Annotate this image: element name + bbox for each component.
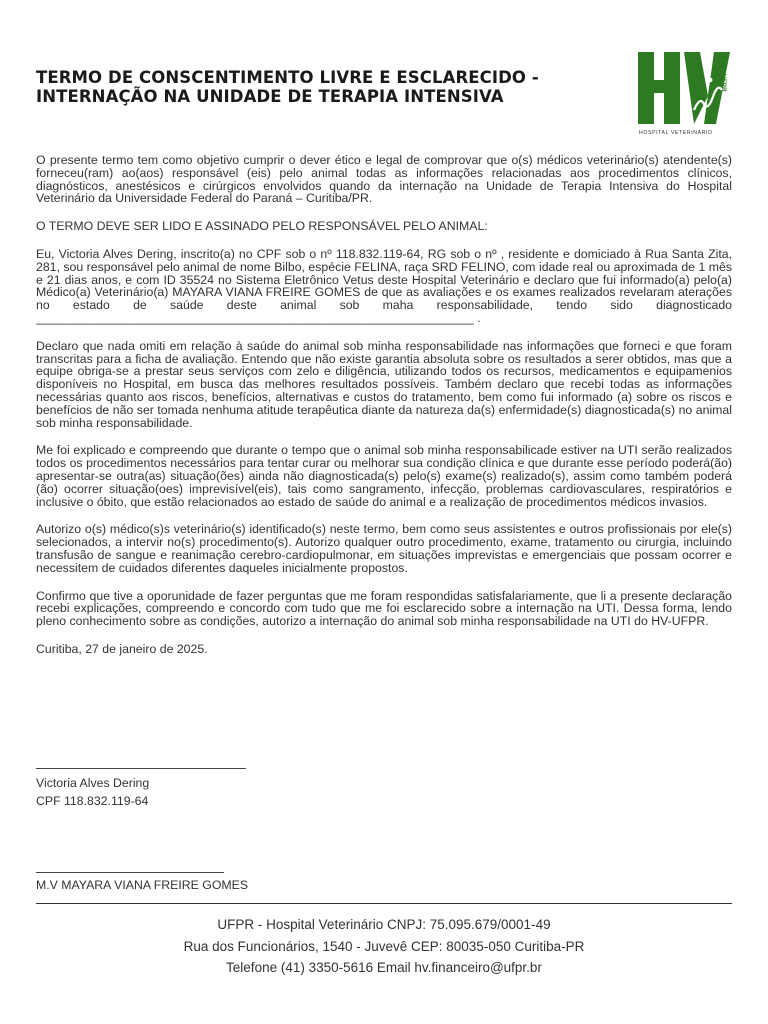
- owner-name: Victoria Alves Dering: [36, 776, 150, 790]
- footer-line-2: Rua dos Funcionários, 1540 - Juvevê CEP: 80035-050 Curitiba-PR: [183, 938, 585, 954]
- instruction-paragraph: O TERMO DEVE SER LIDO E ASSINADO PELO RESPONSÁVEL PELO ANIMAL:: [36, 219, 488, 234]
- vet-signature-line: [36, 872, 224, 873]
- vet-name: M.V MAYARA VIANA FREIRE GOMES: [36, 878, 249, 892]
- confirmation-paragraph: Confirmo que tive a oporunidade de fazer perguntas que me foram respondidas satisfalariamente, que li a presente declaração recebi explicações, compreendo e concordo com tudo que me foi esclarecido sobre a internação na UTI. Dessa forma, lendo pleno conhecimento sobre as condições, autorizo a internação do animal sob minha responsabilidade na UTI do HV-UFPR.: [36, 588, 732, 629]
- authorization-paragraph: Autorizo o(s) médico(s)s veterinário(s) identificado(s) neste termo, bem como seus assistentes e outros profissionais por ele(s) selecionados, a intervir no(s) procedimento(s). Autorizo qualquer outro procedimento, exame, tratamento ou cirurgia, incluindo transfusão de sangue e reanimação cerebro-cardiopulmonar, em situações imprevistas e emergenciais que possam ocorrer e necessitem de cuidados diferentes daqueles inicialmente propostos.: [36, 522, 732, 575]
- declaration-paragraph: Eu, Victoria Alves Dering, inscrito(a) no CPF sob o nº 118.832.119-64, RG sob o nº , residente e domiciado à Rua Santa Zita, 281, sou responsável pelo animal de nome Bilbo, espécie FELINA, raça SRD FELINO, com idade real ou aproximada de 1 mês e 21 dias anos, e com ID 35524 no Sistema Eletrônico Vetus deste Hospital Veterinário e declaro que fui informado(a) pelo(a) Médico(a) Veterinário(a) MAYARA VIANA FREIRE GOMES de que as avaliações e os exames realizados revelaram aterações no estado de saúde deste animal sob maha responsabilidade, tendo sido diagnosticado ________________________________________________________________ .: [36, 246, 732, 325]
- footer: [0, 914, 768, 979]
- footer-line-3: Telefone (41) 3350-5616 Email hv.financeiro@ufpr.br: [226, 960, 542, 975]
- logo-caption: HOSPITAL VETERINÁRIO: [639, 130, 713, 136]
- footer-divider: [36, 903, 732, 904]
- title-line-1: TERMO DE CONSCENTIMENTO LIVRE E ESCLARECIDO -: [36, 68, 539, 87]
- intro-paragraph: O presente termo tem como objetivo cumprir o dever ético e legal de comprovar que o(s) médicos veterinário(s) atendente(s) forneceu(ram) ao(aos) responsável (eis) pelo animal todas as informações relacionadas aos procedimentos clínicos, diagnósticos, anestésicos e cirúrgicos envolvidos quando da internação na Unidade de Terapia Intensiva do Hospital Veterinário da Universidade Federal do Paraná – Curitiba/PR.: [36, 153, 732, 206]
- owner-cpf: CPF 118.832.119-64: [36, 794, 149, 808]
- title-line-2: INTERNAÇÃO NA UNIDADE DE TERAPIA INTENSIVA: [36, 87, 504, 106]
- footer-line-1: UFPR - Hospital Veterinário CNPJ: 75.095.679/0001-49: [217, 917, 551, 932]
- health-disclosure-paragraph: Declaro que nada omiti em relação à saúde do animal sob minha responsabilidade nas informações que forneci e que foram transcritas para a ficha de avaliação. Entendo que não existe garantia absoluta sobre os resultados a serer obtidos, mas que a equipe obriga-se a prestar seus serviços com zelo e diligência, utilizando todos os recursos, medicamentos e equipamenios disponíveis no Hospital, em busca das melhores resultados possíveis. Também declaro que recebi todas as informações necessárias quanto aos riscos, benefícios, alternativas e custos do tratamento, bem como fui informado (a) sobre os riscos e benefícios de não ser tomada nenhuma atitude terapêutica diante da natureza da(s) enfermidade(s) diagnosticada(s) no animal sob minha responsabilidade.: [36, 338, 732, 430]
- document-body: [36, 154, 732, 671]
- document-title: [36, 68, 596, 106]
- document-date: Curitiba, 27 de janeiro de 2025.: [36, 641, 208, 656]
- owner-signature-line: [36, 768, 246, 769]
- procedures-paragraph: Me foi explicado e compreendo que durante o tempo que o animal sob minha responsabilicade estiver na UTI serão realizados todos os procedimentos necessários para tentar curar ou melhorar sua condição clínica e que durante esse período poderá(ão) apresentar-se outra(as) situação(ões) ainda não diagnosticada(s) pelo(s) exame(s) realizado(s), assim como também poderá (ão) ocorrer situação(oes) imprevisível(eis), tais como sangramento, infecção, problemas cardiovasculares, respiratórios e inclusive o óbito, que estão relacionados ao estado de saúde do animal e a realização de procedimentos médicos invasios.: [36, 443, 732, 509]
- hv-ufpr-logo: [634, 50, 730, 138]
- owner-signature-block: [36, 768, 246, 810]
- vet-signature-block: [36, 872, 248, 894]
- logo-side-text: UFPR: [720, 74, 727, 92]
